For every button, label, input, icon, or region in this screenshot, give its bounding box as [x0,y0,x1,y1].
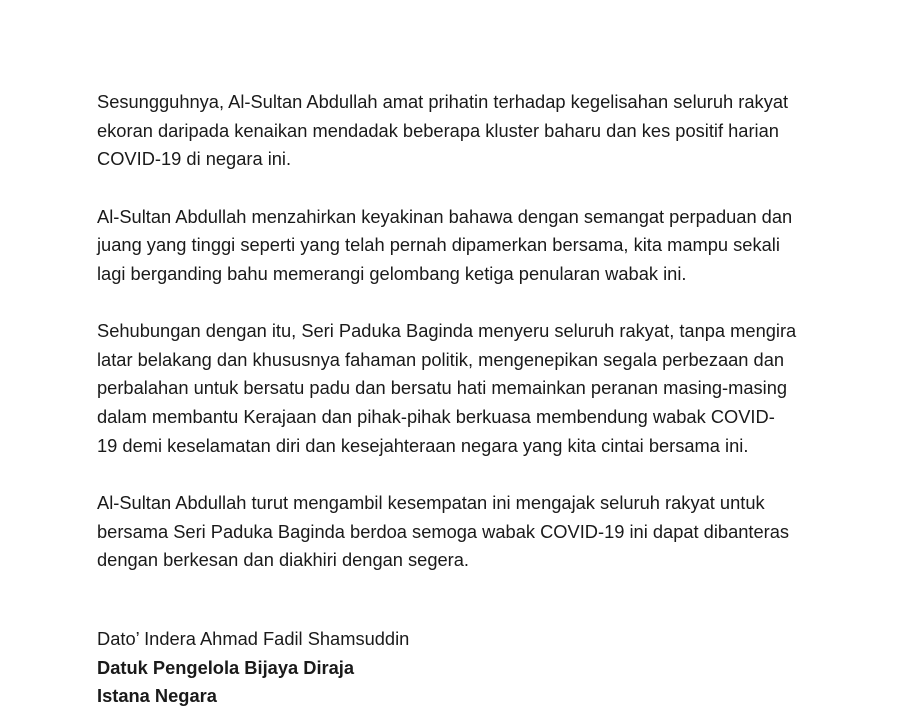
signatory-name: Dato’ Indera Ahmad Fadil Shamsuddin [97,628,410,649]
paragraph-line: dengan berkesan dan diakhiri dengan segera. [97,549,469,571]
paragraph-line: Al-Sultan Abdullah menzahirkan keyakinan bahawa dengan semangat perpaduan dan [97,205,793,227]
paragraph-line: lagi berganding bahu memerangi gelombang ketiga penularan wabak ini. [97,262,687,284]
paragraph-line: bersama Seri Paduka Baginda berdoa semoga wabak COVID-19 ini dapat dibanteras [97,520,790,542]
signatory-office: Istana Negara [97,685,217,707]
paragraph-line: latar belakang dan khususnya fahaman politik, mengenepikan segala perbezaan dan [97,348,785,370]
paragraph-2 [97,203,817,289]
paragraph-line: 19 demi keselamatan diri dan kesejahteraan negara yang kita cintai bersama ini. [97,434,749,456]
signatory-title: Datuk Pengelola Bijaya Diraja [97,656,355,678]
paragraph-line: ekoran daripada kenaikan mendadak beberapa kluster baharu dan kes positif harian [97,119,779,141]
statement-body [97,88,817,604]
paragraph-line: Sehubungan dengan itu, Seri Paduka Baginda menyeru seluruh rakyat, tanpa mengira [97,320,797,342]
paragraph-line: juang yang tinggi seperti yang telah pernah dipamerkan bersama, kita mampu sekali [97,234,780,256]
paragraph-line: perbalahan untuk bersatu padu dan bersatu hati memainkan peranan masing-masing [97,377,788,399]
paragraph-line: Al-Sultan Abdullah turut mengambil kesempatan ini mengajak seluruh rakyat untuk [97,491,765,513]
paragraph-4 [97,489,817,575]
paragraph-line: COVID-19 di negara ini. [97,148,292,170]
paragraph-1 [97,88,817,174]
paragraph-line: Sesungguhnya, Al-Sultan Abdullah amat prihatin terhadap kegelisahan seluruh rakyat [97,91,789,112]
signature-block [97,625,409,711]
paragraph-3 [97,317,817,460]
paragraph-line: dalam membantu Kerajaan dan pihak-pihak berkuasa membendung wabak COVID- [97,405,775,427]
